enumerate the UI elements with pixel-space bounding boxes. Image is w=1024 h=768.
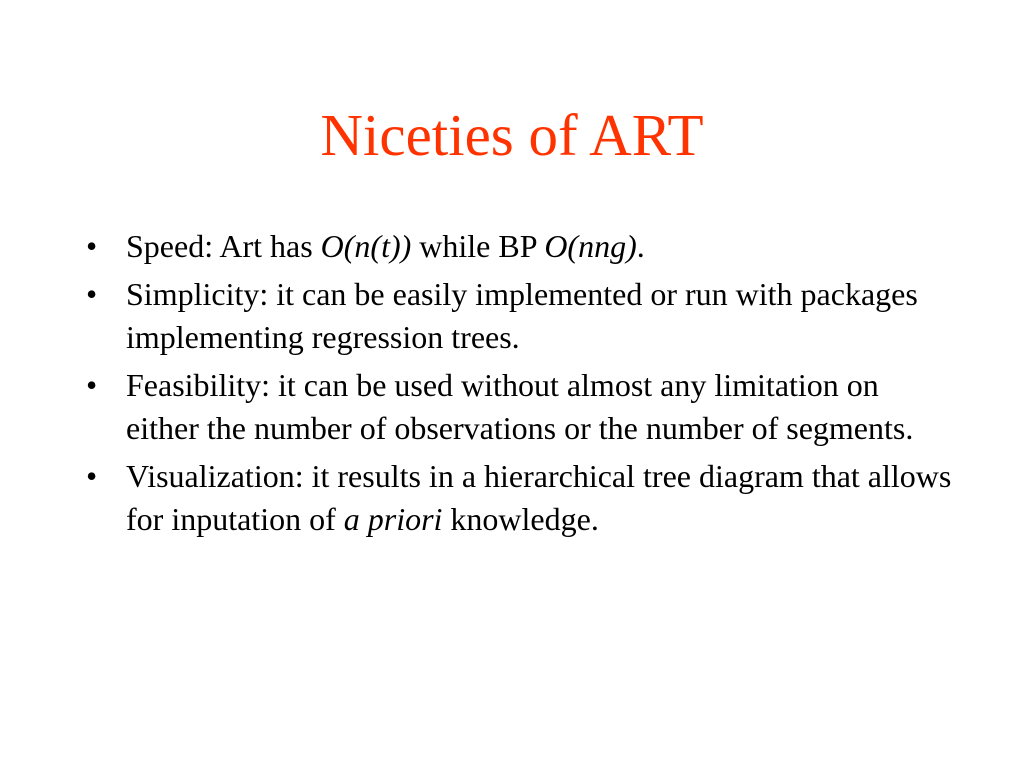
- bullet-dot-icon: •: [86, 276, 98, 312]
- bullet-text: Feasibility: it can be used without almost any limitation on either the number of observations or the number of segments.: [126, 367, 914, 446]
- bullet-text: while BP: [411, 228, 545, 264]
- bullet-text: Simplicity: it can be easily implemented or run with packages implementing regression trees.: [126, 276, 918, 355]
- bullet-text: .: [636, 228, 645, 264]
- bullet-text: knowledge.: [442, 501, 599, 537]
- bullet-item-feasibility: [86, 364, 956, 450]
- bullet-dot-icon: •: [86, 458, 98, 494]
- complexity-bp: O(nng): [544, 228, 637, 264]
- a-priori-term: a priori: [343, 501, 443, 537]
- bullet-item-simplicity: [86, 273, 956, 359]
- bullet-dot-icon: •: [86, 367, 98, 403]
- slide-title: Niceties of ART: [320, 102, 704, 168]
- bullet-list: [86, 225, 956, 546]
- complexity-art: O(n(t)): [320, 228, 412, 264]
- bullet-item-speed: [86, 225, 956, 268]
- bullet-text: Speed: Art has: [126, 228, 321, 264]
- bullet-dot-icon: •: [86, 228, 98, 264]
- bullet-item-visualization: [86, 455, 956, 541]
- bullet-text: Visualization: it results in a hierarchical tree diagram that allows for inputation of: [126, 458, 952, 537]
